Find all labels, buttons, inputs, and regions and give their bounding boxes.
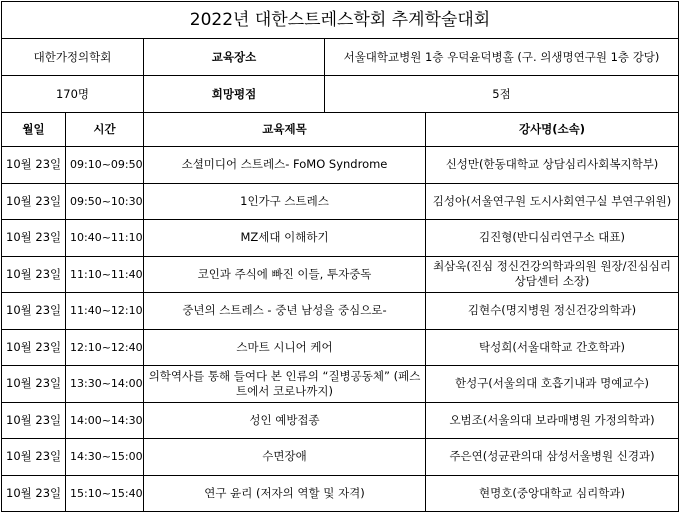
- row-time: 13:30~14:00: [66, 366, 144, 403]
- row-speaker: 한성구(서울의대 호흡기내과 명예교수): [426, 366, 679, 403]
- row-time: 09:50~10:30: [66, 183, 144, 220]
- row-topic: 중년의 스트레스 - 중년 남성을 중심으로-: [144, 293, 426, 330]
- table-row: [2, 293, 679, 330]
- row-time: 11:10~11:40: [66, 256, 144, 293]
- row-speaker: 신성만(한동대학교 상담심리사회복지학부): [426, 147, 679, 184]
- venue-value: 서울대학교병원 1층 우덕윤덕병홀 (구. 의생명연구원 1층 강당): [325, 39, 679, 76]
- table-row: [2, 475, 679, 512]
- row-topic: 코인과 주식에 빠진 이들, 투자중독: [144, 256, 426, 293]
- row-time: 11:40~12:10: [66, 293, 144, 330]
- row-speaker: 주은연(성균관의대 삼성서울병원 신경과): [426, 439, 679, 476]
- schedule-table: [1, 1, 679, 512]
- row-speaker: 김진형(반디심리연구소 대표): [426, 220, 679, 257]
- table-row: [2, 256, 679, 293]
- venue-label: 교육장소: [144, 39, 325, 76]
- row-topic: 수면장애: [144, 439, 426, 476]
- row-date: 10월 23일: [2, 256, 66, 293]
- table-row: [2, 366, 679, 403]
- row-speaker: 현명호(중앙대학교 심리학과): [426, 475, 679, 512]
- header-date: 월일: [2, 113, 66, 147]
- header-speaker: 강사명(소속): [426, 113, 679, 147]
- row-topic: 의학역사를 통해 들여다 본 인류의 “질병공동체” (페스트에서 코로나까지): [144, 366, 426, 403]
- row-time: 09:10~09:50: [66, 147, 144, 184]
- row-date: 10월 23일: [2, 475, 66, 512]
- rating-value: 5점: [325, 76, 679, 113]
- row-topic: MZ세대 이해하기: [144, 220, 426, 257]
- row-time: 15:10~15:40: [66, 475, 144, 512]
- table-row: [2, 439, 679, 476]
- row-speaker: 김현수(명지병원 정신건강의학과): [426, 293, 679, 330]
- row-topic: 소셜미디어 스트레스- FoMO Syndrome: [144, 147, 426, 184]
- row-topic: 성인 예방접종: [144, 402, 426, 439]
- row-date: 10월 23일: [2, 220, 66, 257]
- row-time: 10:40~11:10: [66, 220, 144, 257]
- header-topic: 교육제목: [144, 113, 426, 147]
- table-row: [2, 147, 679, 184]
- table-row: [2, 402, 679, 439]
- row-date: 10월 23일: [2, 439, 66, 476]
- row-speaker: 김성아(서울연구원 도시사회연구실 부연구위원): [426, 183, 679, 220]
- row-time: 12:10~12:40: [66, 329, 144, 366]
- attendee-count: 170명: [2, 76, 144, 113]
- rating-label: 희망평점: [144, 76, 325, 113]
- table-row: [2, 329, 679, 366]
- row-topic: 1인가구 스트레스: [144, 183, 426, 220]
- row-topic: 연구 윤리 (저자의 역할 및 자격): [144, 475, 426, 512]
- table-row: [2, 220, 679, 257]
- row-time: 14:30~15:00: [66, 439, 144, 476]
- row-date: 10월 23일: [2, 147, 66, 184]
- row-date: 10월 23일: [2, 329, 66, 366]
- row-date: 10월 23일: [2, 402, 66, 439]
- row-speaker: 최삼욱(진심 정신건강의학과의원 원장/진심심리상담센터 소장): [426, 256, 679, 293]
- row-time: 14:00~14:30: [66, 402, 144, 439]
- row-date: 10월 23일: [2, 183, 66, 220]
- row-speaker: 탁성희(서울대학교 간호학과): [426, 329, 679, 366]
- row-topic: 스마트 시니어 케어: [144, 329, 426, 366]
- row-date: 10월 23일: [2, 366, 66, 403]
- org-name: 대한가정의학회: [2, 39, 144, 76]
- table-row: [2, 183, 679, 220]
- row-speaker: 오범조(서울의대 보라매병원 가정의학과): [426, 402, 679, 439]
- page-title: 2022년 대한스트레스학회 추계학술대회: [2, 2, 679, 39]
- row-date: 10월 23일: [2, 293, 66, 330]
- header-time: 시간: [66, 113, 144, 147]
